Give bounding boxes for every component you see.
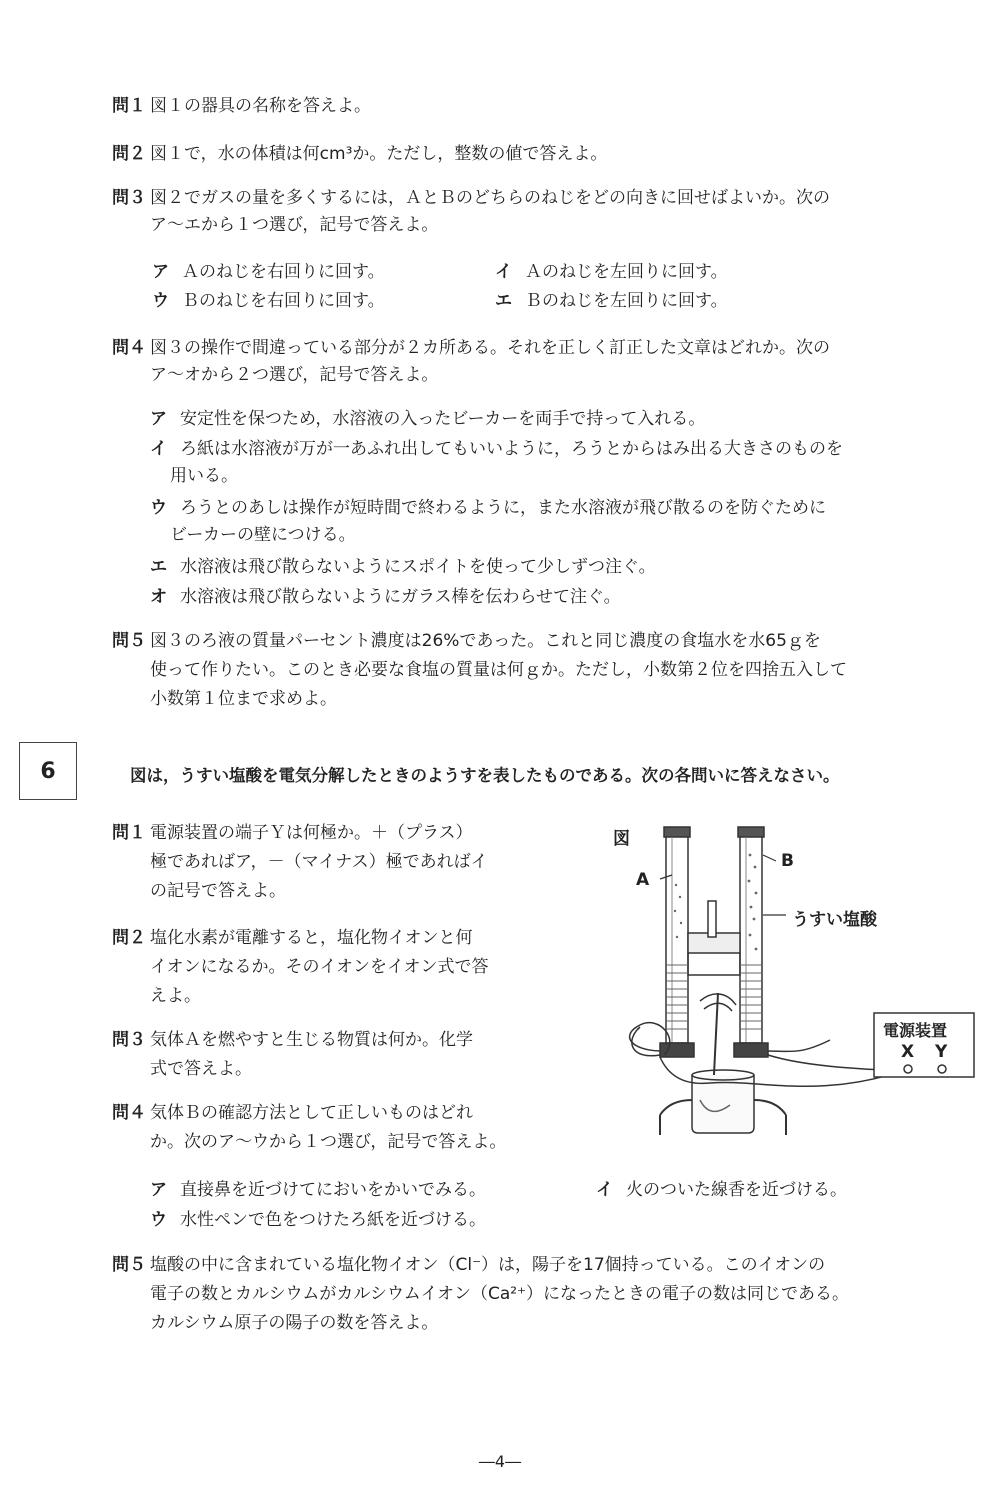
q3-choice-i: イ Ａのねじを左回りに回す。 [495,262,728,282]
s6-q1-line1: 電源装置の端子Ｙは何極か。＋（プラス） [150,823,473,843]
s6-q3-line1: 気体Ａを燃やすと生じる物質は何か。化学 [150,1030,473,1050]
s6-q2-number: 問２ [112,928,146,948]
q3 [112,184,830,213]
q3-number: 問３ [112,188,146,208]
q2-text: 図１で，水の体積は何cm³か。ただし，整数の値で答えよ。 [150,144,608,164]
q3-choice-a: ア Ａのねじを右回りに回す。 [152,262,385,282]
q4-choice-a: ア 安定性を保つため，水溶液の入ったビーカーを両手で持って入れる。 [150,409,706,429]
q4-line2: ア～オから２つ選び，記号で答えよ。 [150,365,439,385]
s6-q1-line3: の記号で答えよ。 [150,881,286,901]
s6-q5 [112,1251,825,1280]
q3-line1: 図２でガスの量を多くするには，ＡとＢのどちらのねじをどの向きに回せばよいか。次の [150,188,830,208]
figure-label: 図 [613,829,630,849]
s6-q4-number: 問４ [112,1103,146,1123]
section6-intro: 図は，うすい塩酸を電気分解したときのようすを表したものである。次の各問いに答えなさい。 [130,766,840,785]
q4 [112,334,830,363]
label-a: A [636,870,650,890]
q5-line1: 図３のろ液の質量パーセント濃度は26%であった。これと同じ濃度の食塩水を水65ｇを [150,631,821,651]
s6-q2-line2: イオンになるか。そのイオンをイオン式で答 [150,957,489,977]
q4-line1: 図３の操作で間違っている部分が２カ所ある。それを正しく訂正した文章はどれか。次の [150,338,830,358]
q1-text: 図１の器具の名称を答えよ。 [150,96,371,116]
q1-number: 問１ [112,96,146,116]
s6-q5-line2: 電子の数とカルシウムがカルシウムイオン（Ca²⁺）になったときの電子の数は同じである。 [150,1284,850,1304]
s6-q2 [112,924,473,953]
q4-choice-u-cont: ビーカーの壁につける。 [170,525,356,545]
power-supply-label: 電源装置 [883,1021,948,1040]
q3-choice-u: ウ Ｂのねじを右回りに回す。 [152,291,385,311]
s6-q2-line1: 塩化水素が電離すると，塩化物イオンと何 [150,928,473,948]
s6-q5-line1: 塩酸の中に含まれている塩化物イオン（Cl⁻）は，陽子を17個持っている。このイオンの [150,1255,826,1275]
s6-q2-line3: えよ。 [150,986,201,1006]
q2 [112,140,607,169]
q4-choice-i: イ ろ紙は水溶液が万が一あふれ出してもいいように，ろうとからはみ出る大きさのものを [150,439,843,459]
s6-q5-line3: カルシウム原子の陽子の数を答えよ。 [150,1313,439,1333]
q5-line3: 小数第１位まで求めよ。 [150,689,337,709]
s6-q3 [112,1026,473,1055]
q4-choice-e: エ 水溶液は飛び散らないようにスポイトを使って少しずつ注ぐ。 [150,557,656,577]
q5-number: 問５ [112,631,146,651]
q2-number: 問２ [112,144,146,164]
terminal-x-label: X [901,1042,915,1062]
s6-q1-number: 問１ [112,823,146,843]
q4-choice-u: ウ ろうとのあしは操作が短時間で終わるように，また水溶液が飛び散るのを防ぐために [150,498,826,518]
page-number: ―4― [478,1452,522,1471]
s6-q3-number: 問３ [112,1030,146,1050]
label-b: B [781,851,794,871]
s6-q3-line2: 式で答えよ。 [150,1059,252,1079]
s6-q4 [112,1099,473,1128]
q4-choice-o: オ 水溶液は飛び散らないようにガラス棒を伝わらせて注ぐ。 [150,587,621,607]
terminal-y-label: Y [935,1042,948,1062]
section-number-box: 6 [19,742,77,800]
q5 [112,627,821,656]
q1 [112,92,371,121]
q4-number: 問４ [112,338,146,358]
q5-line2: 使って作りたい。このとき必要な食塩の質量は何ｇか。ただし，小数第２位を四捨五入して [150,660,847,680]
s6-q4-choice-i: イ 火のついた線香を近づける。 [596,1180,847,1200]
q4-choice-i-cont: 用いる。 [170,466,238,486]
s6-q4-choice-u: ウ 水性ペンで色をつけたろ紙を近づける。 [150,1210,486,1230]
q3-choice-e: エ Ｂのねじを左回りに回す。 [495,291,728,311]
s6-q4-line1: 気体Ｂの確認方法として正しいものはどれ [150,1103,473,1123]
s6-q1-line2: 極であればア，－（マイナス）極であればイ [150,852,488,872]
s6-q5-number: 問５ [112,1255,146,1275]
s6-q4-choice-a: ア 直接鼻を近づけてにおいをかいでみる。 [150,1180,486,1200]
q3-line2: ア～エから１つ選び，記号で答えよ。 [150,215,439,235]
label-dilute-hydrochloric-acid: うすい塩酸 [792,910,877,930]
s6-q4-line2: か。次のア～ウから１つ選び，記号で答えよ。 [150,1132,507,1152]
s6-q1 [112,819,473,848]
